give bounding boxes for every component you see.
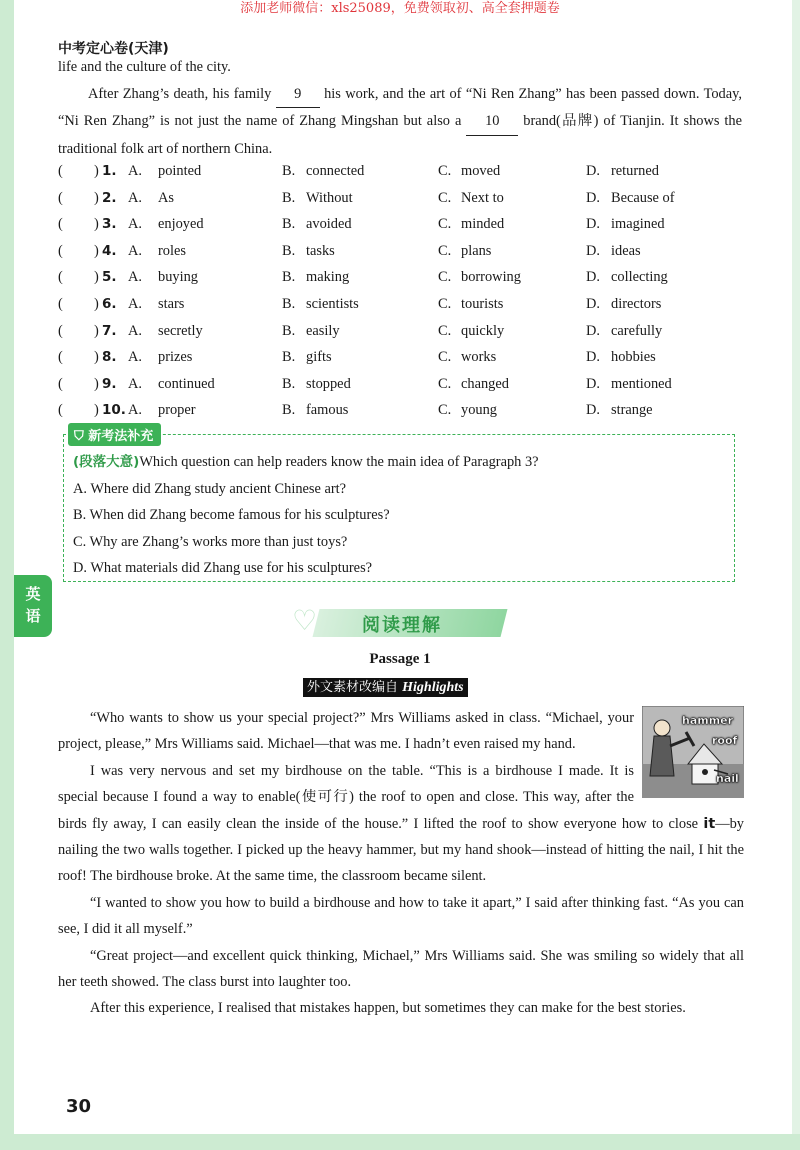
- option-a-label: A.: [128, 163, 142, 179]
- option-a[interactable]: roles: [158, 242, 186, 259]
- passage-p2-a: I was very nervous and set my birdhouse on the table. “This is a birdhouse I made. It is special because I found a way to enable(使可行) the roof to open and close. This way, after the birds fly away, I can easily clean the inside of the house.” I lifted the roof to show everyone how to close: [58, 762, 699, 832]
- option-d[interactable]: mentioned: [611, 375, 672, 392]
- answer-paren-open: (: [58, 402, 63, 419]
- option-c[interactable]: moved: [461, 163, 501, 179]
- option-c[interactable]: young: [461, 402, 497, 419]
- answer-paren-open: (: [58, 295, 63, 312]
- option-c[interactable]: Next to: [461, 189, 504, 206]
- cloze-paragraph: [58, 81, 742, 163]
- supplement-option-b: B. When did Zhang become famous for his sculptures?: [73, 507, 390, 524]
- question-row: [58, 238, 748, 265]
- option-c-label: C.: [438, 349, 452, 366]
- option-a[interactable]: secretly: [158, 322, 203, 339]
- question-number: 1.: [102, 163, 117, 179]
- passage-paragraph-4: “Great project—and excellent quick thinking, Michael,” Mrs Williams said. She was smiling so widely that all her teeth showed. The class burst into laughter too.: [58, 947, 744, 991]
- question-number: 6.: [102, 295, 117, 312]
- question-row: [58, 397, 748, 424]
- answer-paren-close: ): [94, 349, 99, 366]
- question-number: 7.: [102, 322, 117, 339]
- option-a[interactable]: stars: [158, 295, 185, 312]
- page-border-right: [792, 0, 800, 1150]
- option-c-label: C.: [438, 163, 452, 179]
- question-row: [58, 185, 748, 212]
- subject-tab-char-2: 语: [25, 607, 41, 625]
- answer-paren-close: ): [94, 402, 99, 419]
- page-border-left: [0, 0, 14, 1150]
- option-d[interactable]: collecting: [611, 269, 668, 286]
- option-d-label: D.: [586, 242, 600, 259]
- page-border-bottom: [0, 1134, 800, 1150]
- option-d-label: D.: [586, 402, 600, 419]
- cloze-text-a: After Zhang’s death, his family: [88, 85, 272, 102]
- option-d[interactable]: carefully: [611, 322, 663, 339]
- birdhouse-illustration: [642, 706, 744, 798]
- option-b-label: B.: [282, 349, 296, 366]
- question-row: [58, 158, 748, 185]
- option-d[interactable]: hobbies: [611, 349, 656, 366]
- option-c-label: C.: [438, 322, 452, 339]
- option-a[interactable]: proper: [158, 402, 196, 419]
- supplement-option-a: A. Where did Zhang study ancient Chinese art?: [73, 480, 347, 497]
- option-b[interactable]: scientists: [306, 295, 359, 312]
- answer-paren-open: (: [58, 322, 63, 339]
- question-row: [58, 211, 748, 238]
- label-roof: roof: [712, 734, 738, 747]
- option-a[interactable]: As: [158, 189, 174, 206]
- option-d-label: D.: [586, 375, 600, 392]
- option-a[interactable]: prizes: [158, 349, 193, 366]
- answer-paren-open: (: [58, 189, 63, 206]
- option-c-label: C.: [438, 402, 452, 419]
- option-c[interactable]: quickly: [461, 322, 505, 339]
- supplement-content: [73, 449, 729, 582]
- option-b[interactable]: making: [306, 269, 350, 286]
- answer-paren-open: (: [58, 349, 63, 366]
- option-a-label: A.: [128, 189, 142, 206]
- supplement-badge-text: 新考法补充: [88, 429, 154, 444]
- subject-tab-char-1: 英: [25, 585, 41, 603]
- option-a[interactable]: buying: [158, 269, 198, 286]
- supplement-option-d: D. What materials did Zhang use for his sculptures?: [73, 560, 373, 577]
- option-d-label: D.: [586, 349, 600, 366]
- option-b[interactable]: connected: [306, 163, 365, 179]
- option-a-label: A.: [128, 269, 142, 286]
- supplement-question: [73, 449, 729, 476]
- option-c-label: C.: [438, 375, 452, 392]
- option-d-label: D.: [586, 322, 600, 339]
- option-c[interactable]: changed: [461, 375, 509, 392]
- option-a-label: A.: [128, 242, 142, 259]
- source-prefix: 外文素材改编自: [307, 680, 399, 695]
- question-row: [58, 344, 748, 371]
- answer-paren-close: ): [94, 322, 99, 339]
- answer-paren-close: ): [94, 216, 99, 233]
- question-number: 5.: [102, 269, 117, 286]
- option-b-label: B.: [282, 295, 296, 312]
- question-number: 2.: [102, 189, 117, 206]
- passage-body: [58, 705, 744, 1022]
- option-a-label: A.: [128, 349, 142, 366]
- option-d-label: D.: [586, 216, 600, 233]
- option-c-label: C.: [438, 216, 452, 233]
- label-nail: nail: [716, 772, 739, 785]
- option-b-label: B.: [282, 402, 296, 419]
- passage-paragraph-1: “Who wants to show us your special project?” Mrs Williams asked in class. “Michael, your project, please,” Mrs Williams said. Michael—that was me. I hadn’t even raised my hand.: [58, 710, 634, 753]
- answer-paren-close: ): [94, 375, 99, 392]
- label-hammer: hammer: [682, 714, 734, 727]
- option-d-label: D.: [586, 163, 600, 179]
- passage-paragraph-5: After this experience, I realised that mistakes happen, but sometimes they can make for the best stories.: [90, 1000, 686, 1017]
- question-row: [58, 318, 748, 345]
- blank-9: 9: [276, 81, 320, 109]
- source-tag: [303, 678, 468, 697]
- option-b[interactable]: tasks: [306, 242, 335, 259]
- option-d[interactable]: ideas: [611, 242, 641, 259]
- option-b-label: B.: [282, 242, 296, 259]
- option-b-label: B.: [282, 269, 296, 286]
- option-d[interactable]: directors: [611, 295, 662, 312]
- supplement-option-c: C. Why are Zhang’s works more than just toys?: [73, 533, 348, 550]
- option-d-label: D.: [586, 295, 600, 312]
- question-row: [58, 371, 748, 398]
- answer-paren-open: (: [58, 242, 63, 259]
- option-a-label: A.: [128, 295, 142, 312]
- question-number: 3.: [102, 216, 117, 233]
- passage-paragraph-3: “I wanted to show you how to build a birdhouse and how to take it apart,” I said after thinking fast. “As you can see, I did it all myself.”: [58, 894, 744, 938]
- option-c-label: C.: [438, 295, 452, 312]
- answer-paren-open: (: [58, 216, 63, 233]
- question-number: 10.: [102, 402, 126, 419]
- answer-paren-close: ): [94, 269, 99, 286]
- option-b[interactable]: stopped: [306, 375, 351, 392]
- option-b[interactable]: avoided: [306, 216, 352, 233]
- cloze-text-c: brand(品牌) of Tianjin. It shows the traditional folk art of northern China.: [58, 113, 742, 157]
- option-d[interactable]: Because of: [611, 189, 675, 206]
- answer-paren-open: (: [58, 269, 63, 286]
- option-a-label: A.: [128, 402, 142, 419]
- answer-paren-close: ): [94, 189, 99, 206]
- subject-tab: [14, 575, 52, 637]
- option-a[interactable]: enjoyed: [158, 216, 204, 233]
- option-b-label: B.: [282, 163, 296, 179]
- option-d[interactable]: imagined: [611, 216, 665, 233]
- option-a-label: A.: [128, 375, 142, 392]
- supplement-badge: [68, 423, 161, 446]
- section-title: 阅读理解: [362, 615, 442, 636]
- page-header: 中考定心卷(天津): [58, 41, 169, 57]
- answer-paren-close: ): [94, 163, 99, 179]
- option-c[interactable]: borrowing: [461, 269, 521, 286]
- option-c-label: C.: [438, 242, 452, 259]
- answer-paren-open: (: [58, 163, 63, 179]
- option-b-label: B.: [282, 216, 296, 233]
- option-c-label: C.: [438, 189, 452, 206]
- cloze-text-b: his work, and the art of “Ni Ren Zhang” has been passed down. Today, “Ni Ren Zhang” is not just the name of Zhang Mingshan but also a: [58, 85, 742, 129]
- option-a-label: A.: [128, 322, 142, 339]
- blank-10: 10: [466, 108, 518, 136]
- option-b[interactable]: gifts: [306, 349, 332, 366]
- section-banner: [292, 605, 506, 639]
- cloze-options: [58, 158, 748, 424]
- page-number: 30: [66, 1096, 92, 1117]
- question-number: 4.: [102, 242, 117, 259]
- cloze-line-1: life and the culture of the city.: [58, 59, 231, 75]
- option-a[interactable]: continued: [158, 375, 215, 392]
- supplement-question-text: Which question can help readers know the main idea of Paragraph 3?: [139, 454, 539, 470]
- option-c[interactable]: tourists: [461, 295, 504, 312]
- option-b-label: B.: [282, 375, 296, 392]
- question-number: 8.: [102, 349, 117, 366]
- option-c[interactable]: minded: [461, 216, 505, 233]
- option-c[interactable]: works: [461, 349, 497, 366]
- cloze-text: [58, 54, 742, 162]
- option-c[interactable]: plans: [461, 242, 492, 259]
- option-c-label: C.: [438, 269, 452, 286]
- option-d[interactable]: strange: [611, 402, 653, 419]
- option-d-label: D.: [586, 189, 600, 206]
- passage-title: Passage 1: [369, 651, 431, 667]
- answer-paren-close: ): [94, 295, 99, 312]
- option-a-label: A.: [128, 216, 142, 233]
- option-d[interactable]: returned: [611, 163, 659, 179]
- answer-paren-open: (: [58, 375, 63, 392]
- source-name: Highlights: [402, 680, 464, 695]
- option-b-label: B.: [282, 322, 296, 339]
- option-b-label: B.: [282, 189, 296, 206]
- passage-p2-it: it: [703, 815, 716, 832]
- heart-icon: ♡: [292, 606, 318, 637]
- option-d-label: D.: [586, 269, 600, 286]
- answer-paren-close: ): [94, 242, 99, 259]
- shield-check-icon: ⛉: [74, 429, 84, 444]
- option-b[interactable]: Without: [306, 189, 353, 206]
- watermark-text: 添加老师微信：xls25089，免费领取初、高全套押题卷: [240, 1, 560, 16]
- supplement-tag: (段落大意): [73, 454, 140, 470]
- question-number: 9.: [102, 375, 117, 392]
- passage-p2-b: —by nailing the two walls together. I picked up the heavy hammer, but my hand shook—instead of hitting the nail, I hit the roof! The birdhouse broke. At the same time, the classroom became silent.: [58, 815, 744, 885]
- option-a[interactable]: pointed: [158, 163, 202, 179]
- question-row: [58, 291, 748, 318]
- option-b[interactable]: easily: [306, 322, 340, 339]
- option-b[interactable]: famous: [306, 402, 349, 419]
- question-row: [58, 264, 748, 291]
